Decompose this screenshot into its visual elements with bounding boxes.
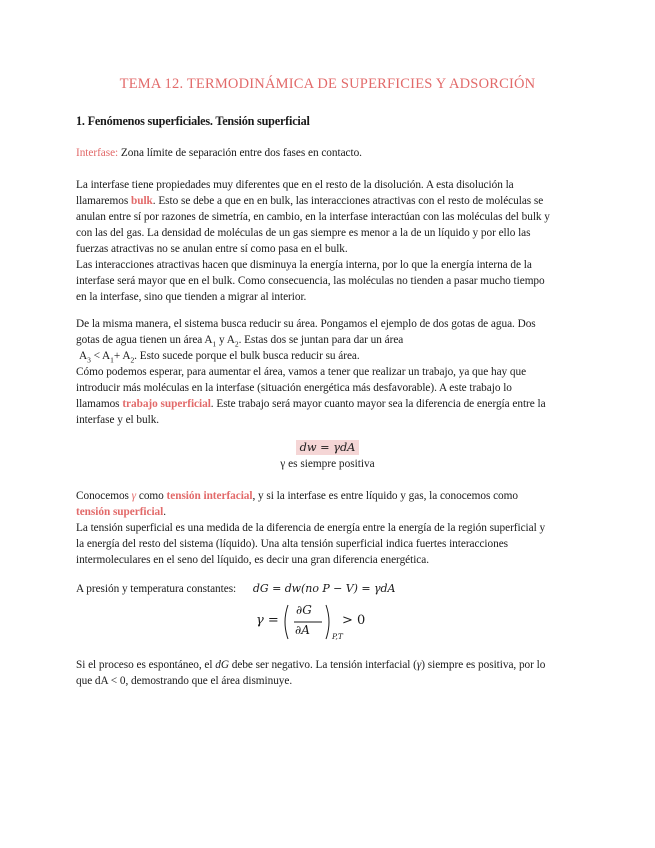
gamma-symbol: γ bbox=[131, 490, 137, 502]
text-line: llamamos trabajo superficial. Este trabajo será mayor cuanto mayor sea la diferencia de energía entre la bbox=[76, 398, 546, 410]
text-line: fuerzas atractivas no se anulan entre sí como pasa en el bulk. bbox=[76, 243, 348, 255]
text-line: interfase será mayor que en el bulk. Como consecuencia, las moléculas no tienden a pasar mucho tiempo bbox=[76, 275, 545, 287]
text-line: con las del gas. La densidad de moléculas de un gas siempre es menor a la de un líquido y por ello las bbox=[76, 227, 531, 239]
term-tension-interfacial: tensión interfacial bbox=[166, 490, 253, 502]
text-line: interfase y el bulk. bbox=[76, 414, 160, 426]
gamma-lhs: γ = bbox=[256, 613, 279, 628]
equation-dw: dw = γdA bbox=[296, 440, 360, 455]
text-line: Si el proceso es espontáneo, el dG debe ser negativo. La tensión interfacial (γ) siempre es positiva, por lo bbox=[76, 659, 546, 671]
equation-work bbox=[0, 441, 655, 454]
text-line: La interfase tiene propiedades muy diferentes que en el resto de la disolución. A esta disolución la bbox=[76, 179, 514, 191]
denominator-dA: ∂A bbox=[295, 623, 310, 637]
text-line: A presión y temperatura constantes: bbox=[76, 583, 237, 595]
definition-interfase bbox=[76, 145, 576, 161]
numerator-dG: ∂G bbox=[296, 603, 312, 617]
paragraph-constant-pt bbox=[76, 581, 576, 597]
definition-text: Zona límite de separación entre dos fases en contacto. bbox=[118, 147, 362, 159]
text-line: llamaremos bulk. Esto se debe a que en en bulk, las interacciones atractivas con el resto de moléculas se bbox=[76, 195, 544, 207]
text-line: la energía del resto del sistema (líquido). Una alta tensión superficial indica fuertes interacciones bbox=[76, 538, 509, 550]
text-line: en la interfase, sino que tienden a migrar al interior. bbox=[76, 291, 307, 303]
equation-note: γ es siempre positiva bbox=[280, 458, 375, 470]
text-line: Las interacciones atractivas hacen que disminuya la energía interna, por lo que la energía interna de la bbox=[76, 259, 532, 271]
term-trabajo-superficial: trabajo superficial bbox=[122, 398, 211, 410]
dG-symbol: dG bbox=[215, 659, 229, 671]
text-line: Conocemos γ como tensión interfacial, y si la interfase es entre líquido y gas, la conocemos como bbox=[76, 490, 518, 502]
equation-dG: dG = dw(no P − V) = γdA bbox=[252, 582, 396, 595]
text-line: De la misma manera, el sistema busca reducir su área. Pongamos el ejemplo de dos gotas de agua. Dos bbox=[76, 318, 536, 330]
paragraph-tension bbox=[76, 488, 576, 568]
greater-than-zero: > 0 bbox=[342, 613, 366, 628]
equation-gamma-derivative bbox=[250, 602, 410, 642]
term-interfase: Interfase: bbox=[76, 147, 119, 159]
term-bulk: bulk bbox=[130, 195, 153, 207]
term-tension-superficial: tensión superficial bbox=[76, 506, 164, 518]
text-line: introducir más moléculas en la interfase (situación energética más desfavorable). A este trabajo lo bbox=[76, 382, 512, 394]
paragraph-area bbox=[76, 316, 576, 428]
text-line: anulan entre sí por razones de simetría, en cambio, en la interfase interactúan con las moléculas del bulk y bbox=[76, 211, 550, 223]
paragraph-bulk bbox=[76, 177, 576, 305]
paragraph-spontaneous bbox=[76, 657, 576, 689]
gamma-symbol: γ bbox=[416, 659, 422, 671]
text-line: Cómo podemos esperar, para aumentar el área, vamos a tener que realizar un trabajo, ya que hay que bbox=[76, 366, 527, 378]
text-line: intermoleculares en el seno del líquido, es decir una gran diferencia energética. bbox=[76, 554, 430, 566]
subscript-PT: P,T bbox=[332, 632, 343, 641]
page-title: TEMA 12. TERMODINÁMICA DE SUPERFICIES Y ADSORCIÓN bbox=[119, 76, 536, 92]
section-heading: 1. Fenómenos superficiales. Tensión superficial bbox=[76, 114, 310, 128]
text-line: La tensión superficial es una medida de la diferencia de energía entre la energía de la región superficial y bbox=[76, 522, 546, 534]
text-line: tensión superficial. bbox=[76, 506, 167, 518]
text-line: $A_3 < A_1+ A_2$. Esto sucede porque el bulk busca reducir su área. bbox=[79, 350, 360, 365]
text-line: que dA < 0, demostrando que el área disminuye. bbox=[76, 675, 293, 687]
text-line: gotas de agua tienen un área $A_1$ y $A_2$. Estas dos se juntan para dar un área bbox=[76, 334, 404, 349]
